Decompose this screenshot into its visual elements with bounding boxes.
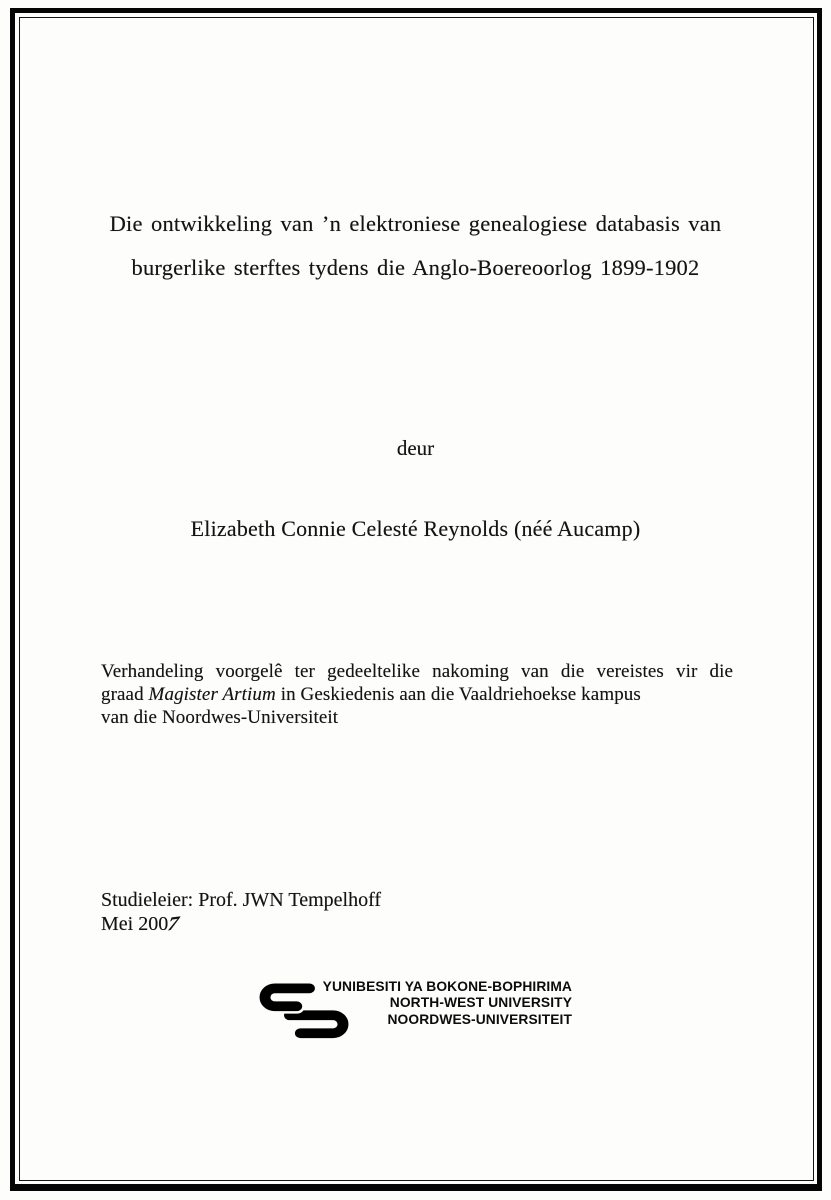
- author-name: Elizabeth Connie Celesté Reynolds (néé Aucamp): [190, 516, 641, 541]
- thesis-title: [55, 202, 776, 289]
- logo-line-afrikaans: NOORDWES-UNIVERSITEIT: [387, 1011, 572, 1027]
- university-logo-text: [316, 979, 572, 1028]
- logo-line-setswana: YUNIBESITI YA BOKONE-BOPHIRIMA: [322, 979, 572, 994]
- degree-statement: [101, 661, 733, 729]
- degree-name-italic: Magister Artium: [148, 683, 276, 705]
- degree-statement-line-2: [101, 684, 733, 707]
- thesis-title-line-2: burgerlike sterftes tydens die Anglo-Boereoorlog 1899-1902: [131, 254, 700, 280]
- thesis-title-line-1: Die ontwikkeling van ’n elektroniese genealogiese databasis van: [109, 211, 722, 236]
- supervisor-block: [101, 889, 381, 936]
- degree-statement-line-3: van die Noordwes-Universiteit: [101, 706, 339, 728]
- degree-statement-line-1: Verhandeling voorgelê ter gedeeltelike nakoming van die vereistes vir die: [101, 661, 733, 682]
- date-prefix: Mei 200: [101, 912, 169, 935]
- logo-line-english: NORTH-WEST UNIVERSITY: [389, 995, 572, 1011]
- supervisor-line: Studieleier: Prof. JWN Tempelhoff: [101, 889, 382, 911]
- byline-deur: deur: [396, 436, 435, 460]
- date-line: [101, 913, 381, 937]
- date-final-digit: 7: [164, 911, 183, 936]
- degree-statement-line-2-pre: graad: [101, 683, 149, 705]
- degree-statement-line-2-post: in Geskiedenis aan die Vaaldriehoekse kampus: [275, 683, 641, 705]
